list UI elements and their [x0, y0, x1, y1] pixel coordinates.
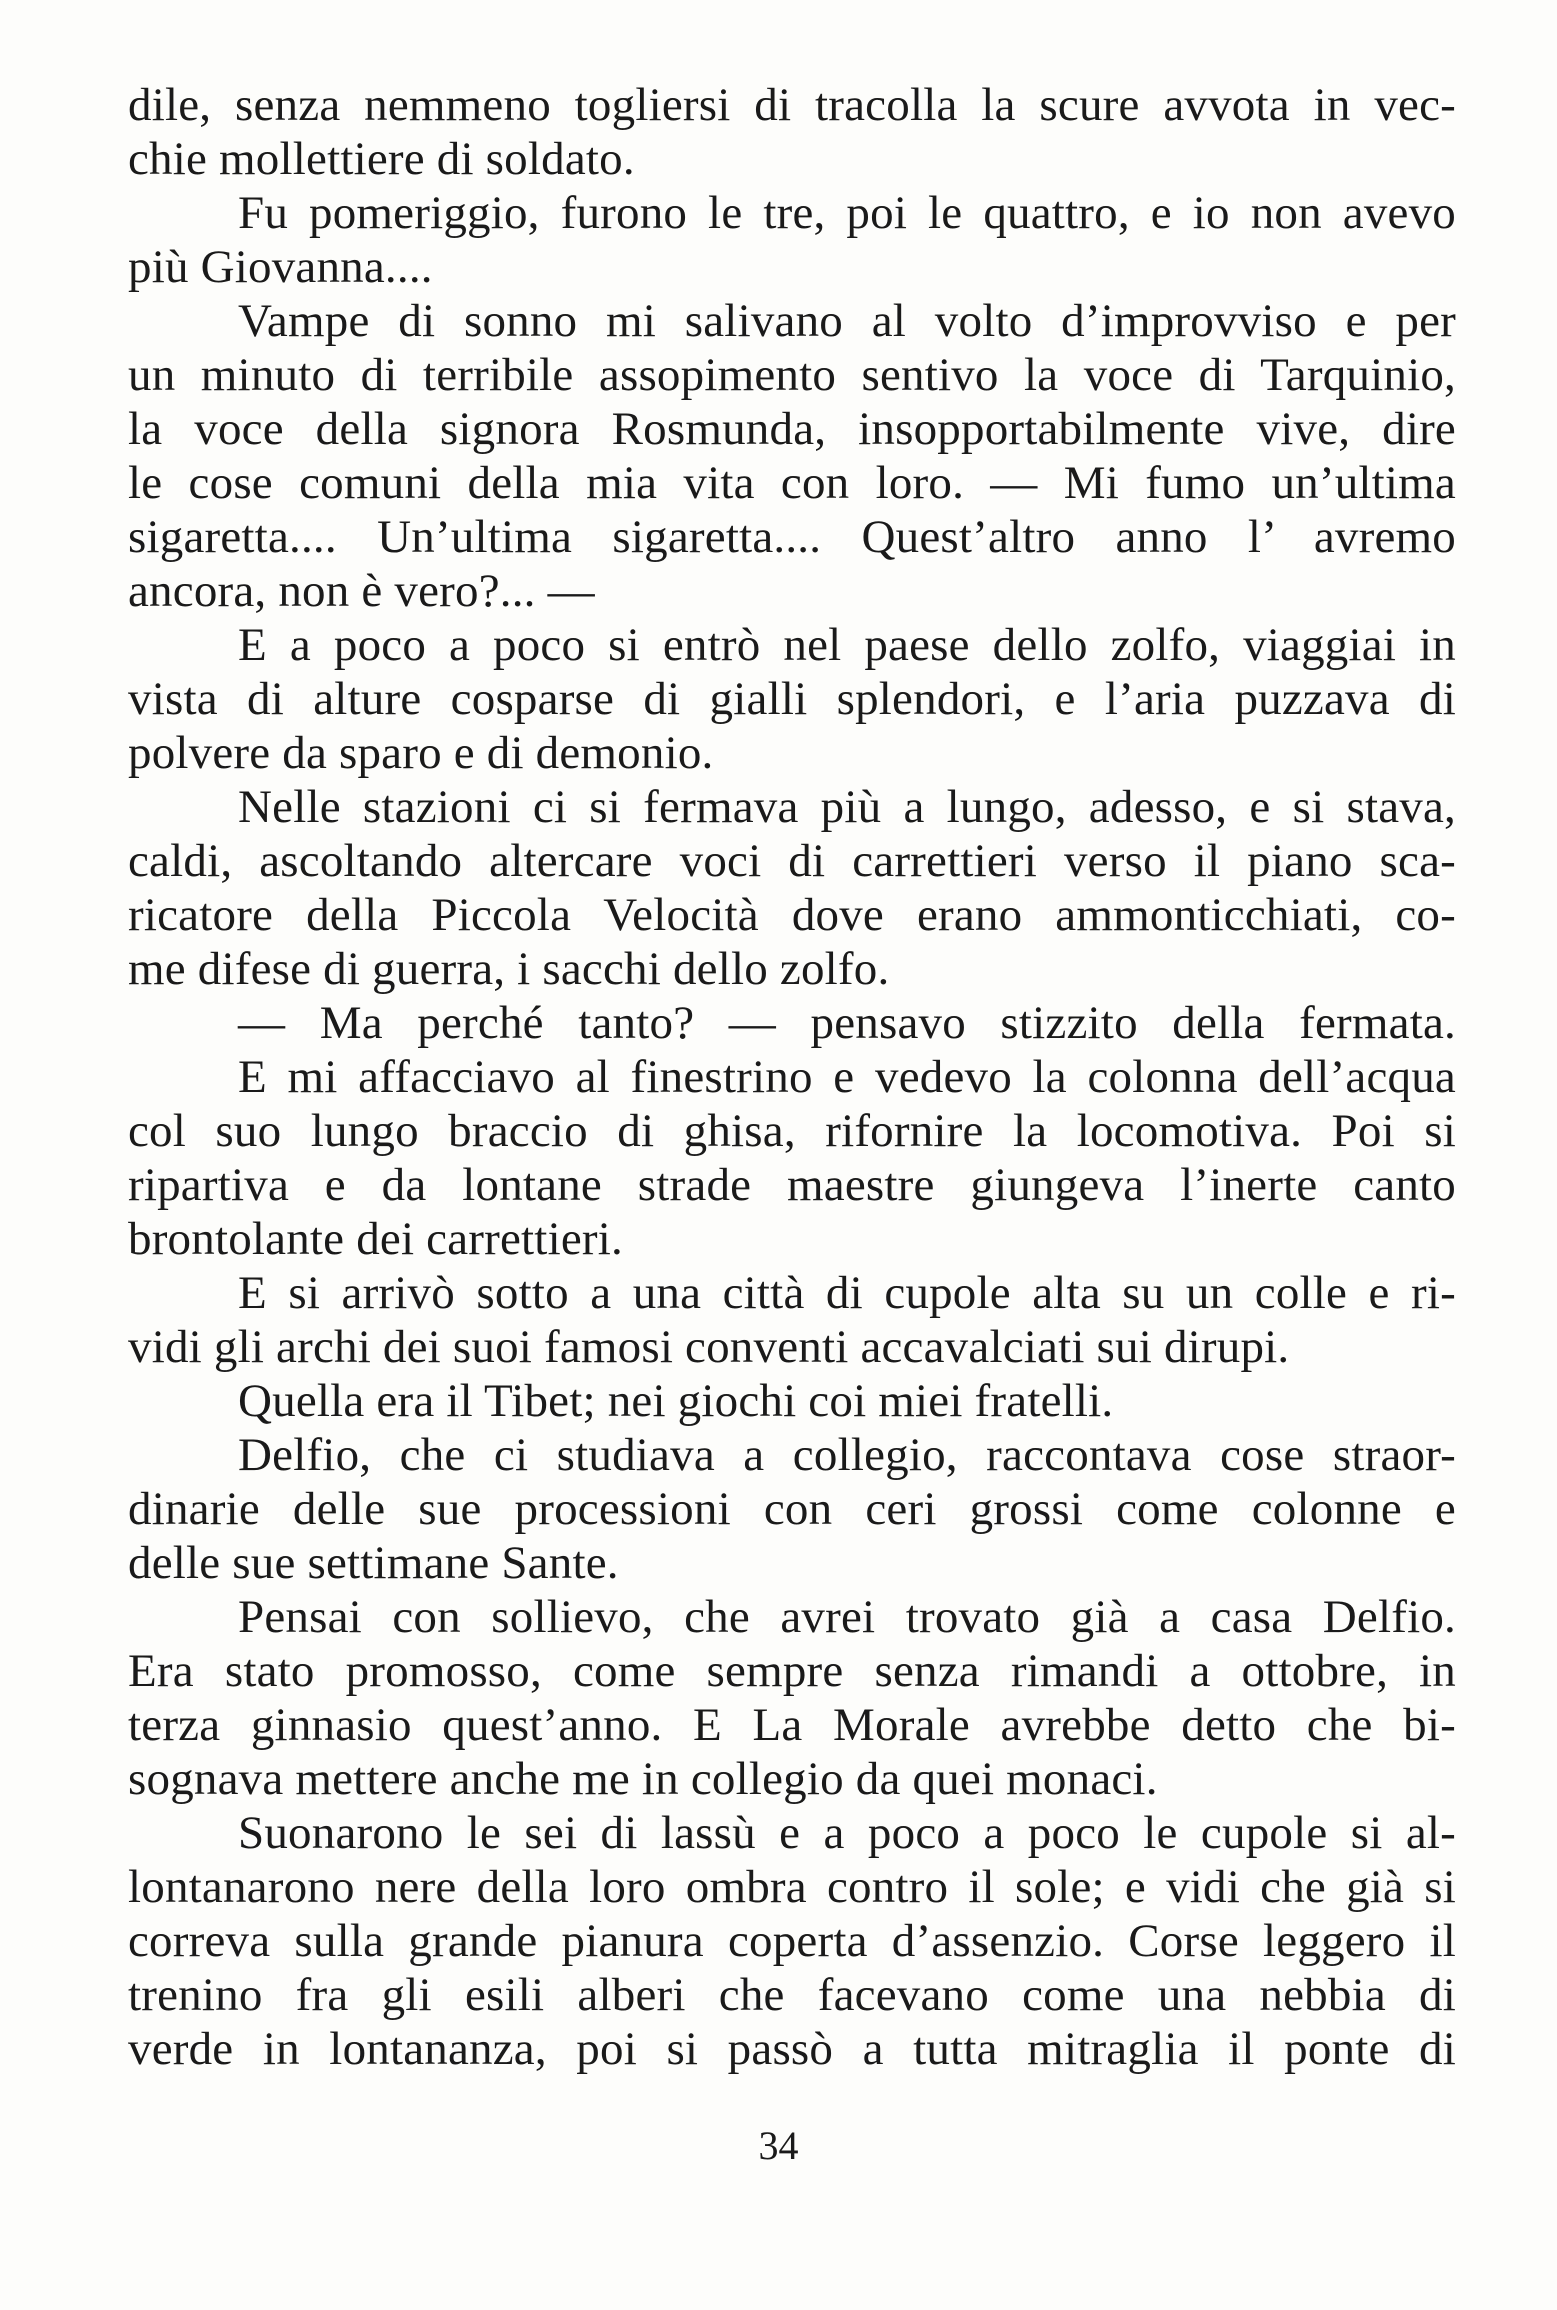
text-line: dile, senza nemmeno togliersi di tracolla la scure avvota in vec-: [128, 79, 1456, 131]
body-text: [128, 78, 1456, 2076]
page-number: 34: [758, 2123, 799, 2168]
text-line: caldi, ascoltando altercare voci di carrettieri verso il piano sca-: [128, 835, 1456, 887]
text-line: ancora, non è vero?... —: [128, 565, 595, 617]
text-line: vidi gli archi dei suoi famosi conventi accavalciati sui dirupi.: [128, 1321, 1290, 1373]
text-line: polvere da sparo e di demonio.: [128, 727, 714, 779]
text-line: Pensai con sollievo, che avrei trovato già a casa Delfio.: [238, 1591, 1456, 1643]
text-line: vista di alture cosparse di gialli splendori, e l’aria puzzava di: [128, 673, 1456, 725]
text-line: le cose comuni della mia vita con loro. — Mi fumo un’ultima: [128, 457, 1456, 509]
text-line: un minuto di terribile assopimento sentivo la voce di Tarquinio,: [128, 349, 1456, 401]
text-line: E mi affacciavo al finestrino e vedevo la colonna dell’acqua: [238, 1051, 1456, 1103]
text-line: E si arrivò sotto a una città di cupole alta su un colle e ri-: [238, 1267, 1456, 1319]
text-line: Fu pomeriggio, furono le tre, poi le quattro, e io non avevo: [238, 187, 1456, 239]
text-line: col suo lungo braccio di ghisa, rifornire la locomotiva. Poi si: [128, 1105, 1456, 1157]
text-line: trenino fra gli esili alberi che facevano come una nebbia di: [128, 1969, 1456, 2021]
text-line: più Giovanna....: [128, 241, 433, 293]
text-line: brontolante dei carrettieri.: [128, 1213, 623, 1265]
text-line: terza ginnasio quest’anno. E La Morale avrebbe detto che bi-: [128, 1699, 1456, 1751]
text-line: me difese di guerra, i sacchi dello zolfo.: [128, 943, 890, 995]
text-line: ricatore della Piccola Velocità dove erano ammonticchiati, co-: [128, 889, 1456, 941]
text-line: Nelle stazioni ci si fermava più a lungo, adesso, e si stava,: [238, 781, 1456, 833]
text-line: la voce della signora Rosmunda, insopportabilmente vive, dire: [128, 403, 1456, 455]
text-line: Suonarono le sei di lassù e a poco a poco le cupole si al-: [238, 1807, 1456, 1859]
text-line: Quella era il Tibet; nei giochi coi miei fratelli.: [238, 1375, 1114, 1427]
text-line: sognava mettere anche me in collegio da quei monaci.: [128, 1753, 1158, 1805]
text-line: lontanarono nere della loro ombra contro il sole; e vidi che già si: [128, 1861, 1456, 1913]
text-line: ripartiva e da lontane strade maestre giungeva l’inerte canto: [128, 1159, 1456, 1211]
text-line: Era stato promosso, come sempre senza rimandi a ottobre, in: [128, 1645, 1456, 1697]
text-line: Delfio, che ci studiava a collegio, raccontava cose straor-: [238, 1429, 1456, 1481]
text-line: dinarie delle sue processioni con ceri grossi come colonne e: [128, 1483, 1456, 1535]
text-line: verde in lontananza, poi si passò a tutta mitraglia il ponte di: [128, 2023, 1456, 2075]
text-line: chie mollettiere di soldato.: [128, 133, 635, 185]
text-line: — Ma perché tanto? — pensavo stizzito della fermata.: [238, 997, 1456, 1049]
text-line: Vampe di sonno mi salivano al volto d’improvviso e per: [238, 295, 1456, 347]
text-line: sigaretta.... Un’ultima sigaretta.... Quest’altro anno l’ avremo: [128, 511, 1456, 563]
text-line: delle sue settimane Sante.: [128, 1537, 619, 1589]
text-line: correva sulla grande pianura coperta d’assenzio. Corse leggero il: [128, 1915, 1456, 1967]
text-line: E a poco a poco si entrò nel paese dello zolfo, viaggiai in: [238, 619, 1456, 671]
